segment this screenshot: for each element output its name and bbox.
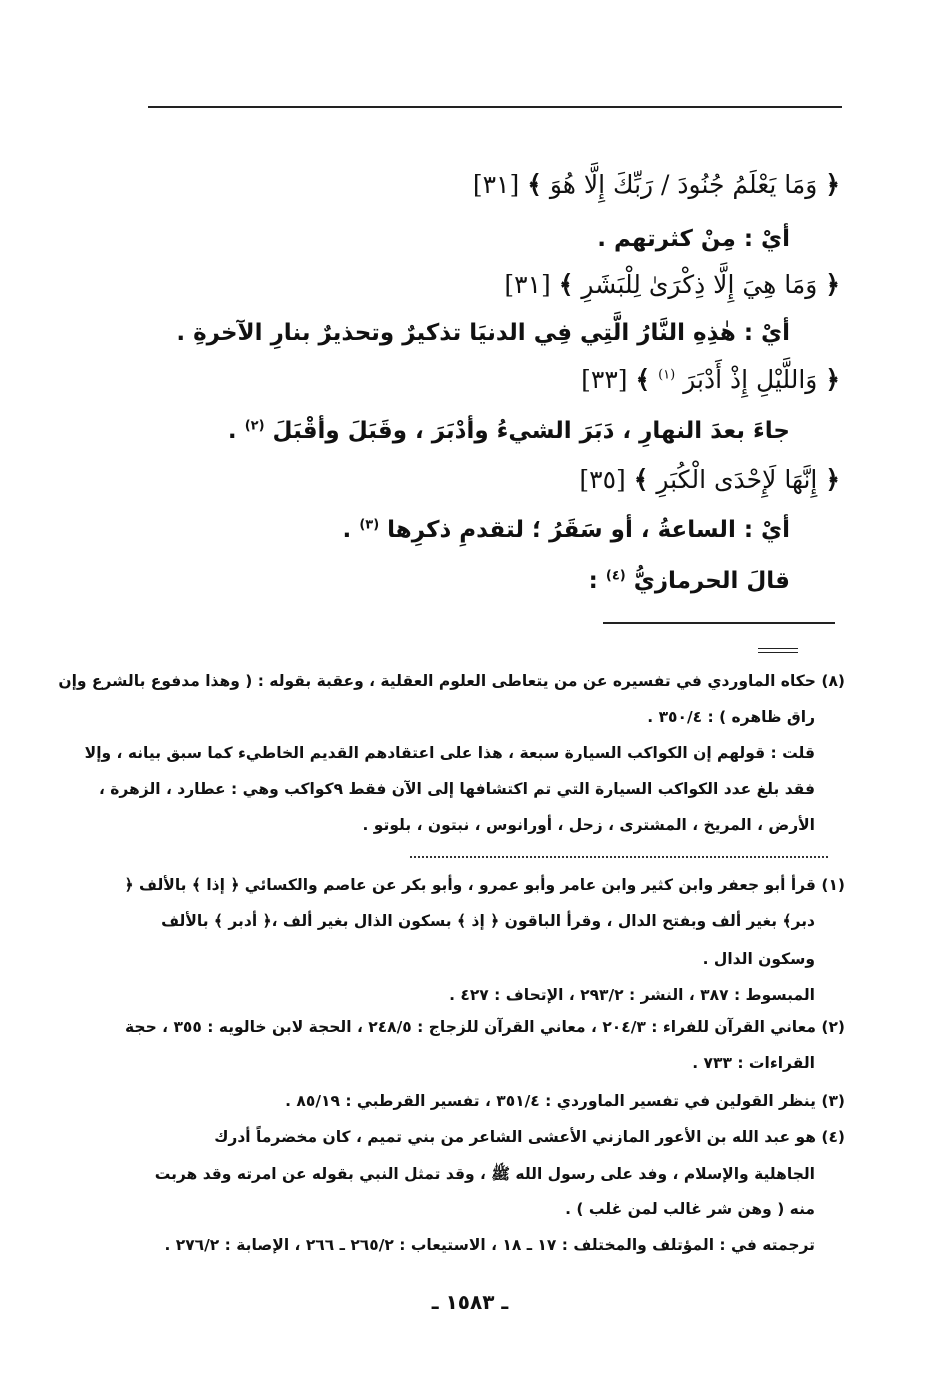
gloss-text: جاءَ بعدَ النهارِ ، دَبَرَ الشيءُ وأدْبَرَ ، وقَبَلَ وأقْبَلَ <box>272 418 790 444</box>
verse-ref: [٣١] <box>472 170 520 199</box>
footnote-line: منه ( وهن شر غالب لمن غلب ) . <box>565 1200 815 1218</box>
gloss-text: أيْ : مِنْ كثرتهم . <box>597 226 790 252</box>
verse-line-3 <box>150 365 840 394</box>
footnote-line: المبسوط : ٣٨٧ ، النشر : ٢٩٣/٢ ، الإتحاف : ٤٢٧ . <box>449 986 815 1004</box>
footnote-line: (٣) ينظر القولين في تفسير الماوردي : ٣٥١/٤ ، تفسير القرطبي : ٨٥/١٩ . <box>285 1092 845 1110</box>
verse-ref: [٣٣] <box>581 365 628 394</box>
footnote-dotted-divider <box>410 856 828 858</box>
gloss-text: قالَ الحرمازيُّ <box>633 568 790 594</box>
verse-open-brace: ﴿ <box>825 365 840 394</box>
verse-line-2 <box>150 270 840 299</box>
verse-open-brace: ﴿ <box>825 270 840 299</box>
gloss-text: أيْ : الساعةُ ، أو سَقَرُ ؛ لتقدمِ ذكرِها <box>387 517 790 543</box>
footnote-separator <box>603 622 835 624</box>
footnote-double-rule <box>758 648 798 656</box>
footnote-line: ترجمته في : المؤتلف والمختلف : ١٧ ـ ١٨ ، الاستيعاب : ٢٦٥/٢ ـ ٢٦٦ ، الإصابة : ٢٧٦/٢ . <box>164 1236 815 1254</box>
verse-text: وَاللَّيْلِ إِذْ أَدْبَرَ <box>683 365 818 394</box>
gloss-text: أيْ : هٰذِهِ النَّارُ الَّتِي فِي الدنيَا تذكيرٌ وتحذيرٌ بنارِ الآخرةِ . <box>176 320 790 346</box>
gloss-line-4 <box>150 517 790 543</box>
footnote-marker: (٣) <box>359 517 380 533</box>
verse-ref: [٣٥] <box>579 465 626 494</box>
verse-close-brace: ﴾ <box>635 365 651 394</box>
verse-open-brace: ﴿ <box>825 170 840 199</box>
footnote-line: الجاهلية والإسلام ، وفد على رسول الله ﷺ ، وقد تمثل النبي بقوله عن امرته وقد هربت <box>154 1165 815 1183</box>
footnote-line: دبر﴾ بغير ألف وبفتح الدال ، وقرأ الباقون ﴿ إذ ﴾ بسكون الذال بغير ألف ،﴿ أدبر ﴾ بالألف <box>161 912 815 930</box>
footnote-marker: (١) <box>658 367 676 383</box>
gloss-end: : <box>588 568 598 594</box>
footnote-line: راق ظاهره ) : ٣٥٠/٤ . <box>647 708 815 726</box>
footnotes-carryover <box>58 672 845 852</box>
footnote-line: (٨) حكاه الماوردي في تفسيره عن من يتعاطى العلوم العقلية ، وعقبة بقوله : ( وهذا مدفوع بالشرع وإن <box>58 672 845 690</box>
footnote-line: القراءات : ٧٣٣ . <box>692 1054 815 1072</box>
footnote-line: فقد بلغ عدد الكواكب السيارة التي تم اكتشافها إلى الآن فقط ٩كواكب وهي : عطارد ، الزهرة ، <box>98 780 815 798</box>
verse-open-brace: ﴿ <box>825 465 840 494</box>
verse-close-brace: ﴾ <box>558 270 574 299</box>
footnote-line: الأرض ، المريخ ، المشترى ، زحل ، أورانوس ، نبتون ، بلوتو . <box>362 816 815 834</box>
verse-text: وَمَا هِيَ إِلَّا ذِكْرَىٰ لِلْبَشَرِ <box>581 270 818 299</box>
gloss-line-2 <box>150 320 790 346</box>
footnote-marker: (٤) <box>605 568 626 584</box>
footnotes <box>124 876 845 1276</box>
verse-text: وَمَا يَعْلَمُ جُنُودَ / رَبِّكَ إِلَّا هُوَ <box>549 170 818 199</box>
footnote-line: (٢) معاني القرآن للفراء : ٢٠٤/٣ ، معاني القرآن للزجاج : ٢٤٨/٥ ، الحجة لابن خالويه : ٣٥٥ ، حجة <box>125 1018 845 1036</box>
verse-close-brace: ﴾ <box>633 465 649 494</box>
footnote-line: (٤) هو عبد الله بن الأعور المازني الأعشى الشاعر من بني تميم ، كان مخضرماً أدرك <box>214 1128 845 1146</box>
page-number: ـ ١٥٨٣ ـ <box>431 1290 509 1314</box>
gloss-line-5 <box>150 568 790 594</box>
verse-text: إِنَّهَا لَإِحْدَى الْكُبَرِ <box>656 465 818 494</box>
footnote-line: قلت : قولهم إن الكواكب السيارة سبعة ، هذا على اعتقادهم القديم الخاطيء كما سبق بيانه ، وإلا <box>84 744 815 762</box>
verse-line-4 <box>150 465 840 494</box>
gloss-line-3 <box>150 418 790 444</box>
verse-line-1 <box>150 170 840 199</box>
gloss-end: . <box>342 517 352 543</box>
header-rule <box>148 106 842 108</box>
footnote-marker: (٢) <box>244 418 265 434</box>
footnote-line: وسكون الدال . <box>702 950 815 968</box>
verse-close-brace: ﴾ <box>527 170 542 199</box>
verse-ref: [٣١] <box>504 270 551 299</box>
footnote-line: (١) قرأ أبو جعفر وابن كثير وابن عامر وأبو عمرو ، وأبو بكر عن عاصم والكسائي ﴿ إذا ﴾ بالألف ﴿ <box>124 876 845 894</box>
gloss-end: . <box>227 418 237 444</box>
gloss-line-1 <box>150 226 790 252</box>
